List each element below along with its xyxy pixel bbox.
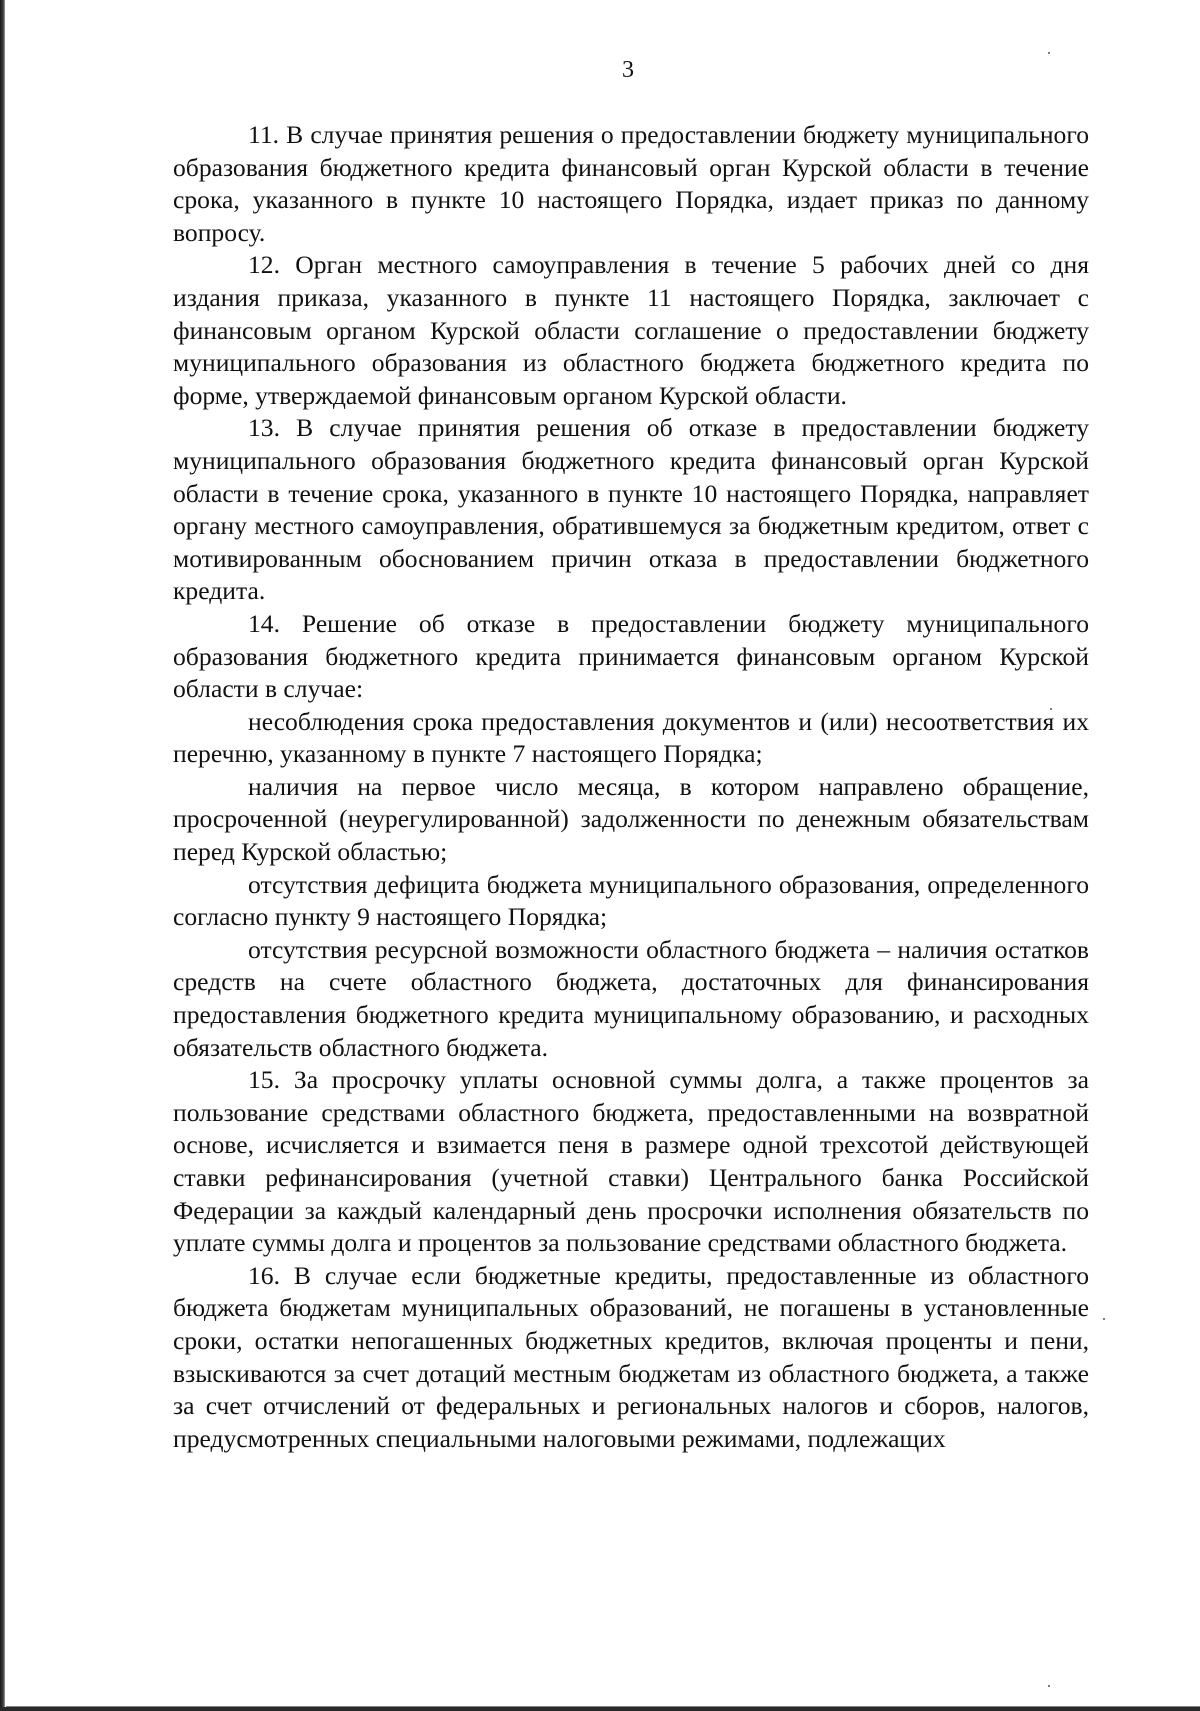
- paragraph-14-case-2: наличия на первое число месяца, в котором направлено обращение, просроченной (неурегулированной) задолженности по денежным обязательствам перед Курской областью;: [173, 771, 1089, 867]
- scan-edge-left: [0, 0, 5, 1711]
- paragraph-14: 14. Решение об отказе в предоставлении бюджету муниципального образования бюджетного кредита принимается финансовым органом Курской области в случае:: [173, 608, 1089, 704]
- scan-speck: [1048, 52, 1050, 54]
- scan-speck: [1048, 1685, 1050, 1687]
- paragraph-14-case-3: отсутствия дефицита бюджета муниципального образования, определенного согласно пункту 9 настоящего Порядка;: [173, 869, 1089, 932]
- document-body: [173, 119, 1089, 1455]
- page-number: 3: [622, 57, 634, 83]
- paragraph-13: 13. В случае принятия решения об отказе в предоставлении бюджету муниципального образования бюджетного кредита финансовый орган Курской области в течение срока, указанного в пункте 10 настоящего Порядка, направляет органу местного самоуправления, обратившемуся за бюджетным кредитом, ответ с мотивированным обоснованием причин отказа в предоставлении бюджетного кредита.: [173, 413, 1089, 606]
- paragraph-12: 12. Орган местного самоуправления в течение 5 рабочих дней со дня издания приказа, указанного в пункте 11 настоящего Порядка, заключает с финансовым органом Курской области соглашение о предоставлении бюджету муниципального образования из областного бюджета бюджетного кредита по форме, утверждаемой финансовым органом Курской области.: [173, 250, 1089, 410]
- scan-speck: [1103, 1318, 1105, 1320]
- paragraph-14-case-4: отсутствия ресурсной возможности областного бюджета – наличия остатков средств на счете областного бюджета, достаточных для финансирования предоставления бюджетного кредита муниципальному образованию, и расходных обязательств областного бюджета.: [173, 934, 1089, 1062]
- paragraph-16: 16. В случае если бюджетные кредиты, предоставленные из областного бюджета бюджетам муниципальных образований, не погашены в установленные сроки, остатки непогашенных бюджетных кредитов, включая проценты и пени, взыскиваются за счет дотаций местным бюджетам из областного бюджета, а также за счет отчислений от федеральных и региональных налогов и сборов, налогов, предусмотренных специальными налоговыми режимами, подлежащих: [173, 1260, 1089, 1453]
- scan-edge-bottom: [0, 1707, 1200, 1711]
- paragraph-14-case-1: несоблюдения срока предоставления документов и (или) несоответствия их перечню, указанному в пункте 7 настоящего Порядка;: [173, 706, 1089, 769]
- paragraph-15: 15. За просрочку уплаты основной суммы долга, а также процентов за пользование средствами областного бюджета, предоставленными на возвратной основе, исчисляется и взимается пеня в размере одной трехсотой действующей ставки рефинансирования (учетной ставки) Центрального банка Российской Федерации за каждый календарный день просрочки исполнения обязательств по уплате суммы долга и процентов за пользование средствами областного бюджета.: [173, 1065, 1089, 1258]
- paragraph-11: 11. В случае принятия решения о предоставлении бюджету муниципального образования бюджетного кредита финансовый орган Курской области в течение срока, указанного в пункте 10 настоящего Порядка, издает приказ по данному вопросу.: [173, 120, 1089, 247]
